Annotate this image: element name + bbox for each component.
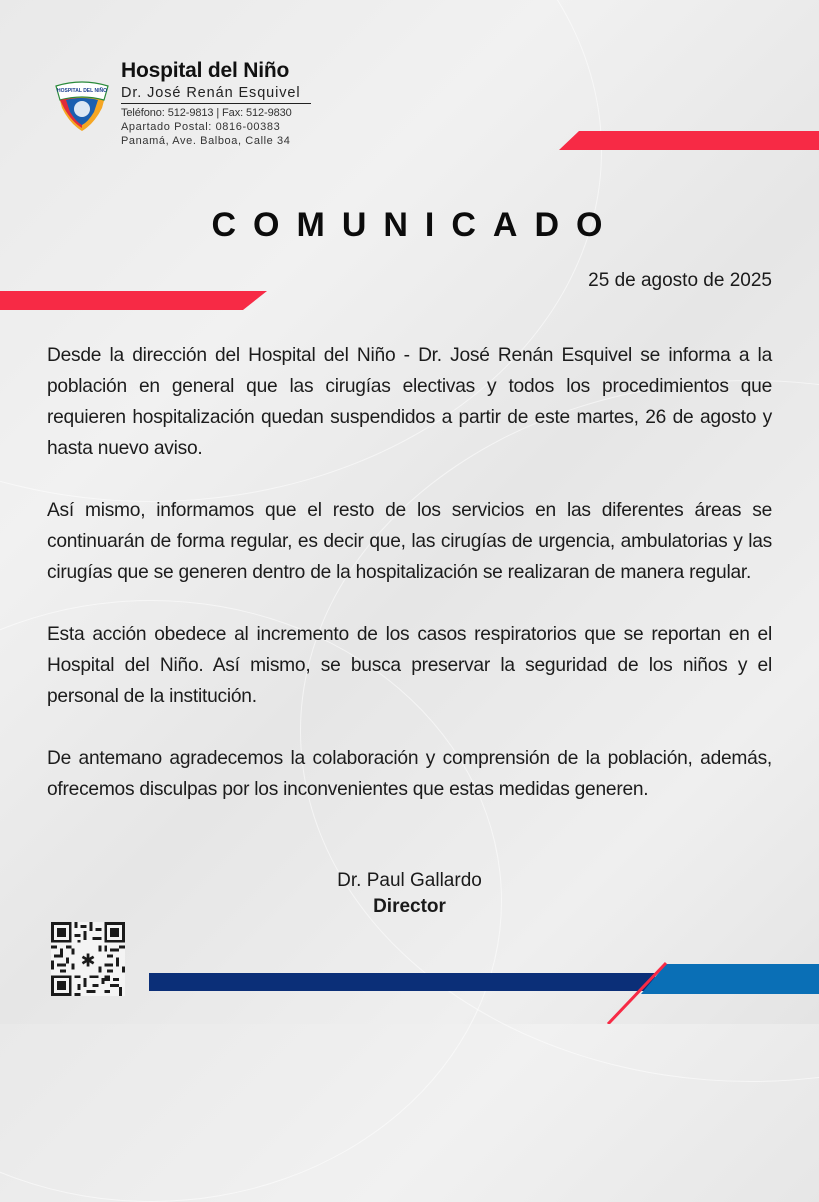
letterhead (121, 58, 311, 148)
hospital-name: Hospital del Niño (121, 59, 290, 82)
document-date: 25 de agosto de 2025 (588, 270, 772, 291)
address: Panamá, Ave. Balboa, Calle 34 (121, 135, 291, 147)
svg-text:HOSPITAL DEL NIÑO: HOSPITAL DEL NIÑO (56, 88, 108, 94)
signature-block (0, 868, 819, 920)
hospital-subname: Dr. José Renán Esquivel (121, 84, 311, 104)
paragraph: Así mismo, informamos que el resto de los servicios en las diferentes áreas se continuarán de forma regular, es decir que, las cirugías de urgencia, ambulatorias y las cirugías que se generen dentro de la hospitalización se realizaran de manera regular. (47, 500, 772, 583)
red-accent-bar-top (559, 131, 819, 151)
red-accent-bar-left (0, 291, 268, 311)
page-title: COMUNICADO (211, 206, 620, 244)
signatory-name: Dr. Paul Gallardo (337, 870, 482, 891)
paragraph: De antemano agradecemos la colaboración y comprensión de la población, además, ofrecemos disculpas por los inconvenientes que estas medidas generen. (47, 748, 772, 800)
paragraph: Esta acción obedece al incremento de los casos respiratorios que se reportan en el Hospital del Niño. Así mismo, se busca preservar la seguridad de los niños y el personal de la institución. (47, 624, 772, 707)
bottom-stripes (0, 955, 819, 1024)
po-box: Apartado Postal: 0816-00383 (121, 121, 281, 133)
signatory-role: Director (373, 896, 446, 917)
svg-text:✱: ✱ (80, 951, 96, 972)
paragraph: Desde la dirección del Hospital del Niño - Dr. José Renán Esquivel se informa a la población en general que las cirugías electivas y todos los procedimientos que requieren hospitalización quedan suspendidos a partir de este martes, 26 de agosto y hasta nuevo aviso. (47, 345, 772, 459)
hospital-logo-icon (54, 78, 110, 132)
phone-fax: Teléfono: 512-9813 | Fax: 512-9830 (121, 107, 292, 119)
document-body (47, 340, 772, 805)
